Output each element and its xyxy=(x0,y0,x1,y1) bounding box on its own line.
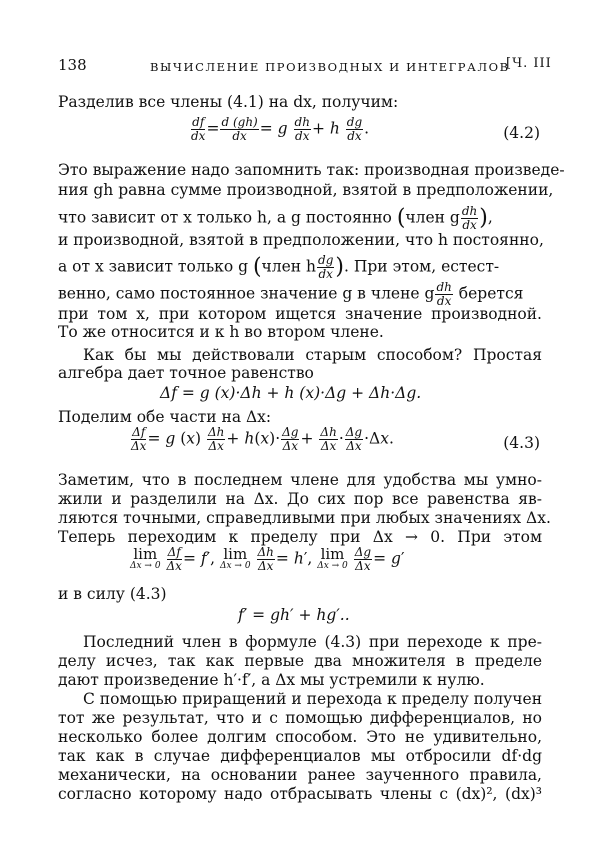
equation-final: f′ = gh′ + hg′.. xyxy=(238,606,350,624)
text-line: ния gh равна сумме производной, взятой в предположении, xyxy=(58,181,554,199)
text-line: То же относится и к h во втором члене. xyxy=(58,323,384,341)
equation-4-2: $\frac{df}{dx}$ = $\frac{d (gh)}{dx}$ = g $\frac{dh}{dx}$ + h $\frac{dg}{dx}$ . xyxy=(191,115,370,143)
text-line: так как в случае дифференциалов мы отбросили df·dg xyxy=(58,747,542,765)
equation-number: (4.3) xyxy=(503,434,540,452)
text-line: С помощью приращений и перехода к пределу получен xyxy=(83,690,543,708)
text-line: Разделив все члены (4.1) на dx, получим: xyxy=(58,93,399,111)
equation-limits: lim Δx → 0 $\frac{\Delta f}{\Delta x}$ = f′, lim Δx → 0 $\frac{\Delta h}{\Delta x}$ = h′, lim Δx → 0 $\frac{\Delta g}{\Delta x}$ = g′ xyxy=(130,544,405,573)
text-line: при том x, при котором ищется значение производной. xyxy=(58,305,542,323)
text-line: тот же результат, что и с помощью дифференциалов, но xyxy=(58,709,542,727)
text-line: делу исчез, так как первые два множителя в пределе xyxy=(58,652,542,670)
text-line: Последний член в формуле (4.3) при переходе к пре- xyxy=(83,633,542,651)
text-line: дают произведение h′·f′, а Δx мы устремили к нулю. xyxy=(58,671,485,689)
text-line: Это выражение надо запомнить так: производная произведе- xyxy=(58,161,565,179)
text-line: и в силу (4.3) xyxy=(58,585,167,603)
text-line: Поделим обе части на Δx: xyxy=(58,408,272,426)
page-number: 138 xyxy=(58,56,87,74)
equation-delta-f: Δf = g (x)·Δh + h (x)·Δg + Δh·Δg. xyxy=(160,384,422,402)
text-line: жили и разделили на Δx. До сих пор все равенства яв- xyxy=(58,490,542,508)
chapter-label: [Ч. III xyxy=(506,56,552,71)
text-line: согласно которому надо отбрасывать члены с (dx)², (dx)³ xyxy=(58,785,542,803)
text-line: Теперь переходим к пределу при Δx → 0. При этом xyxy=(58,528,542,546)
text-line: что зависит от x только h, а g постоянно (член g $\frac{dh}{dx}$ ), xyxy=(58,204,493,232)
equation-4-3: $\frac{\Delta f}{\Delta x}$ = g (x) $\frac{\Delta h}{\Delta x}$ + h(x)· $\frac{\Delta g}{\Delta x}$ + $\frac{\Delta h}{\Delta x}$ · $\frac{\Delta g}{\Delta x}$ ·Δx. xyxy=(131,425,394,453)
text-line: и производной, взятой в предположении, что h постоянно, xyxy=(58,231,544,249)
text-line: ляются точными, справедливыми при любых значениях Δx. xyxy=(58,509,551,527)
text-line: механически, на основании ранее заученного правила, xyxy=(58,766,542,784)
text-line: алгебра дает точное равенство xyxy=(58,364,314,382)
text-line: несколько более долгим способом. Это не удивительно, xyxy=(58,728,542,746)
text-line: венно, само постоянное значение g в члене g $\frac{dh}{dx}$ берется xyxy=(58,280,524,308)
running-title: ВЫЧИСЛЕНИЕ ПРОИЗВОДНЫХ И ИНТЕГРАЛОВ xyxy=(150,60,510,74)
text-line: Заметим, что в последнем члене для удобства мы умно- xyxy=(58,471,542,489)
text-line: а от x зависит только g (член h $\frac{dg}{dx}$ ). При этом, естест- xyxy=(58,253,500,281)
text-line: Как бы мы действовали старым способом? Простая xyxy=(83,346,542,364)
equation-number: (4.2) xyxy=(503,124,540,142)
